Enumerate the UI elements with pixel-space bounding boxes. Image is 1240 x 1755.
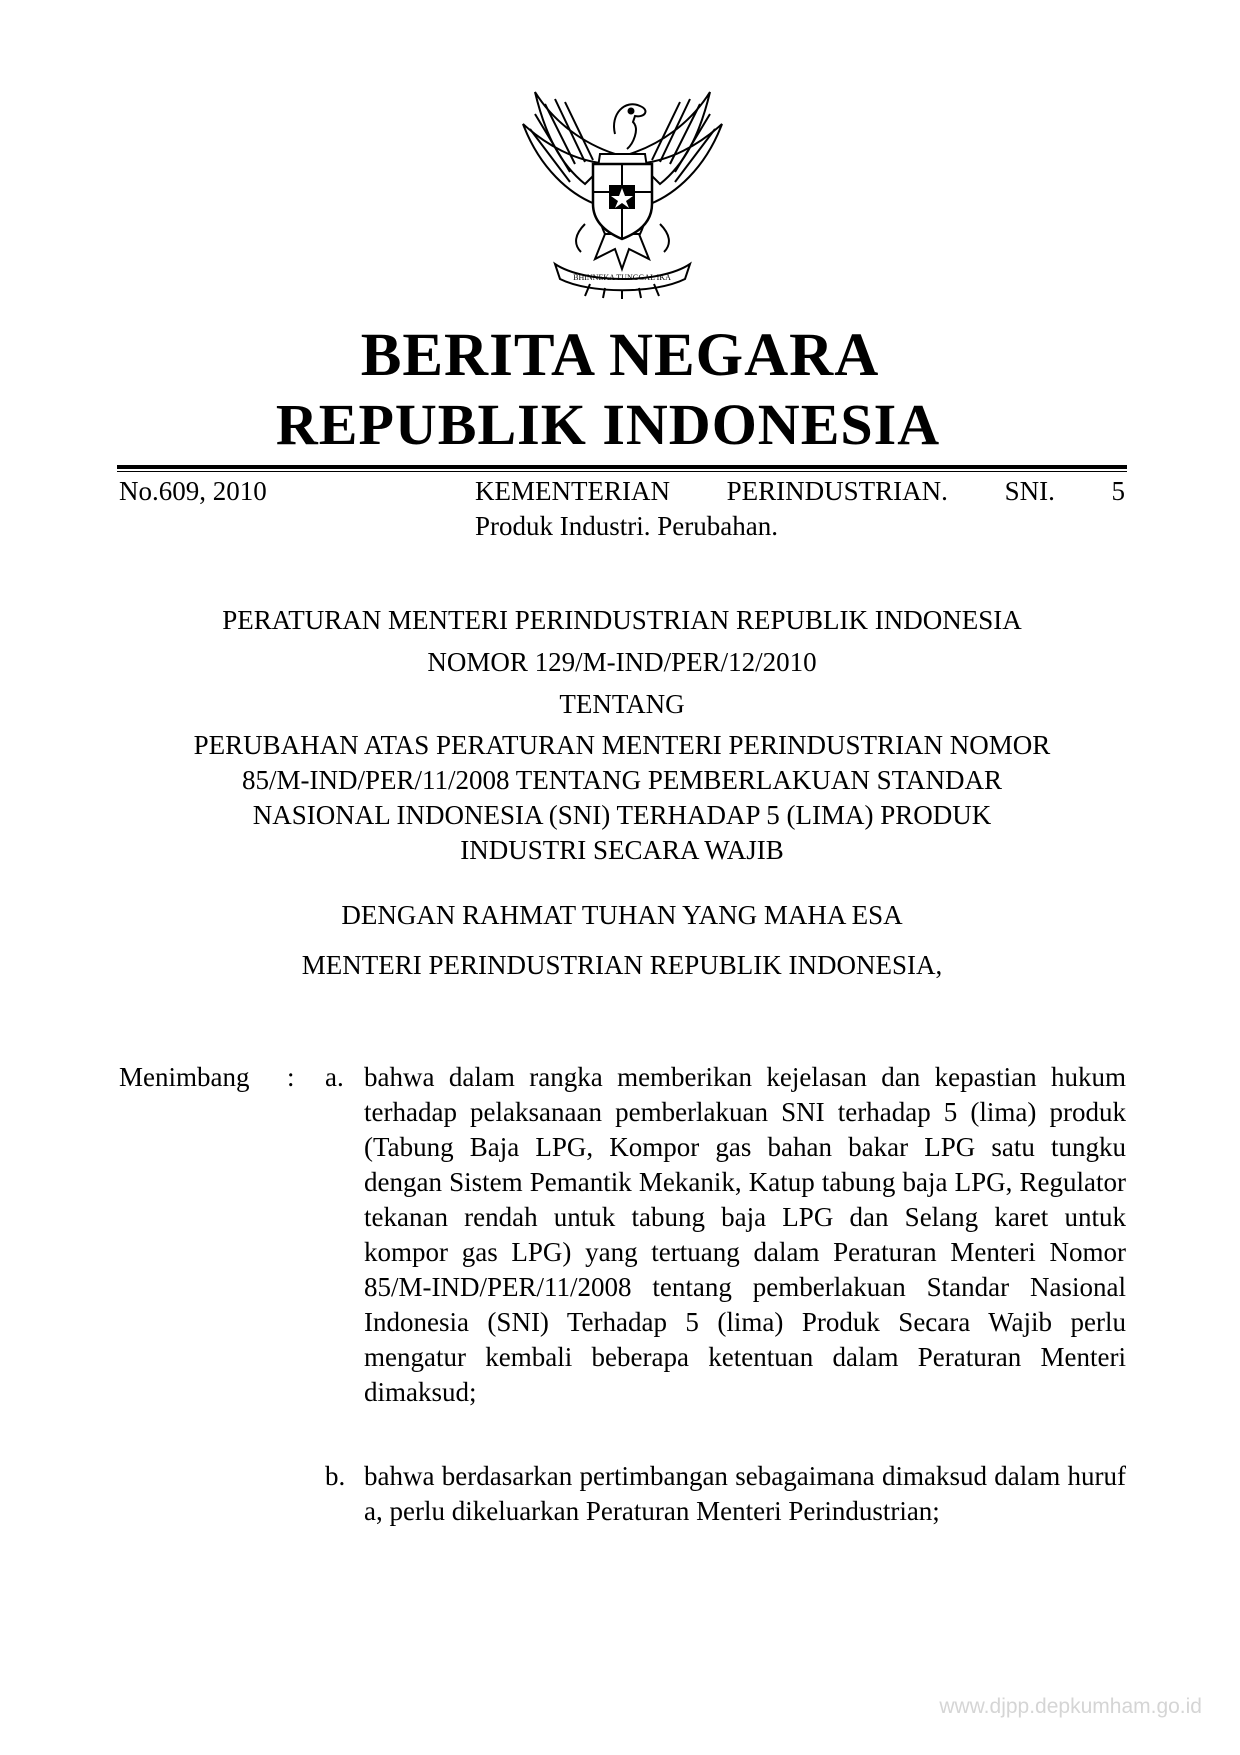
considerations-label: Menimbang [119,1062,250,1092]
consideration-letter: a. [325,1062,344,1092]
issuer: MENTERI PERINDUSTRIAN REPUBLIK INDONESIA, [301,950,943,980]
masthead-line-2: REPUBLIK INDONESIA [275,392,941,457]
summary-word: PERINDUSTRIAN. [726,476,948,506]
considerations-colon: : [287,1062,295,1092]
masthead-line-1: BERITA NEGARA [360,322,880,389]
invocation: DENGAN RAHMAT TUHAN YANG MAHA ESA [341,900,903,930]
consideration-text: bahwa dalam rangka memberikan kejelasan dan kepastian hukum terhadap pelaksanaan pemberlakuan SNI terhadap 5 (lima) produk (Tabung Baja LPG, Kompor gas bahan bakar LPG satu tungku dengan Sistem Pemantik Mekanik, Katup tabung baja LPG, Regulator tekanan rendah untuk tabung baja LPG dan Selang karet untuk kompor gas LPG) yang tertuang dalam Peraturan Menteri Nomor 85/M-IND/PER/11/2008 tentang pemberlakuan Standar Nasional Indonesia (SNI) Terhadap 5 (lima) Produk Secara Wajib perlu mengatur kembali beberapa ketentuan dalam Peraturan Menteri dimaksud; [364,1062,1126,1407]
masthead-rule [117,465,1127,469]
watermark: www.djpp.depkumham.go.id [939,1695,1202,1718]
regulation-subject-line: PERUBAHAN ATAS PERATURAN MENTERI PERINDUSTRIAN NOMOR [193,730,1051,760]
consideration-text: bahwa berdasarkan pertimbangan sebagaimana dimaksud dalam huruf a, perlu dikeluarkan Peraturan Menteri Perindustrian; [364,1461,1126,1526]
summary-word: KEMENTERIAN [475,476,670,506]
consideration-letter: b. [325,1461,346,1491]
regulation-subject-line: INDUSTRI SECARA WAJIB [460,835,784,865]
garuda-emblem-icon [515,84,730,299]
masthead-rule-thin [117,471,1127,472]
summary-word: 5 [1111,476,1125,506]
regulation-subject-line: 85/M-IND/PER/11/2008 TENTANG PEMBERLAKUAN STANDAR [242,765,1002,795]
summary-word: SNI. [1004,476,1055,506]
masthead [120,320,1120,458]
gazette-summary [475,474,1125,544]
regulation-number: NOMOR 129/M-IND/PER/12/2010 [427,647,817,677]
svg-text:BHINNEKA TUNGGAL IKA: BHINNEKA TUNGGAL IKA [573,273,671,282]
regulation-title: PERATURAN MENTERI PERINDUSTRIAN REPUBLIK INDONESIA [222,605,1022,635]
regulation-subject [117,728,1127,868]
gazette-summary-line-1 [475,474,1125,509]
gazette-number: No.609, 2010 [119,476,267,506]
regulation-subject-line: NASIONAL INDONESIA (SNI) TERHADAP 5 (LIMA) PRODUK [252,800,992,830]
gazette-summary-line-2: Produk Industri. Perubahan. [475,511,778,541]
regulation-about: TENTANG [559,689,685,719]
